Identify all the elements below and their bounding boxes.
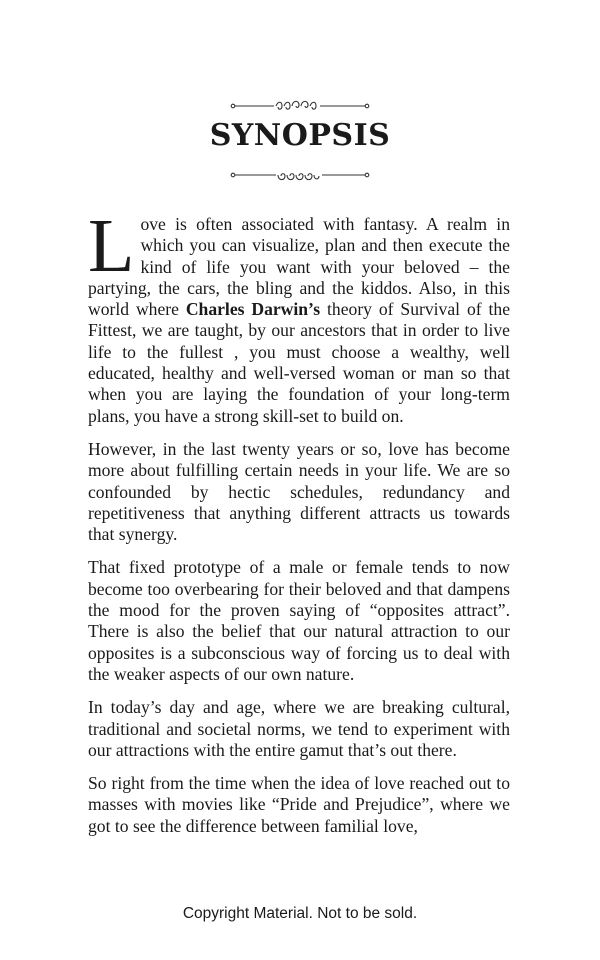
page-title: SYNOPSIS	[209, 118, 391, 153]
ornament-divider-icon	[230, 98, 370, 114]
paragraph-5: So right from the time when the idea of love reached out to masses with movies like “Pride and Prejudice”, where we got to see the difference between familial love,	[88, 773, 510, 836]
copyright-footer: Copyright Material. Not to be sold.	[182, 905, 418, 922]
paragraph-1	[88, 204, 510, 427]
paragraph-4: In today’s day and age, where we are breaking cultural, traditional and societal norms, we tend to experiment with our attractions with the entire gamut that’s out there.	[88, 697, 510, 760]
paragraph-1-text-a: ove is often associated with fantasy. A realm in which you can visualize, plan and then execute the kind of life you want with your beloved – the partying, the cars, the bling and the kiddos. Also, in this world where	[88, 214, 510, 320]
synopsis-body	[88, 204, 510, 849]
paragraph-2: However, in the last twenty years or so, love has become more about fulfilling certain needs in your life. We are so confounded by hectic schedules, redundancy and repetitiveness that anything different attracts us towards that synergy.	[88, 438, 510, 545]
paragraph-1-text-b: theory of Survival of the Fittest, we are taught, by our ancestors that in order to live life to the fullest , you must choose a wealthy, well educated, healthy and well-versed woman or man so that when you are laying the foundation of your long-term plans, you have a strong skill-set to build on.	[88, 299, 510, 426]
ornament-divider-icon	[230, 169, 370, 185]
drop-cap: L	[88, 204, 135, 288]
paragraph-1-bold: Charles Darwin’s	[185, 299, 321, 320]
paragraph-3: That fixed prototype of a male or female tends to now become too overbearing for their beloved and that dampens the mood for the proven saying of “opposites attract”. There is also the belief that our natural attraction to our opposites is a subconscious way of forcing us to deal with the weaker aspects of our own nature.	[88, 557, 510, 684]
ornament-bottom	[0, 169, 600, 185]
ornament-top	[0, 98, 600, 114]
